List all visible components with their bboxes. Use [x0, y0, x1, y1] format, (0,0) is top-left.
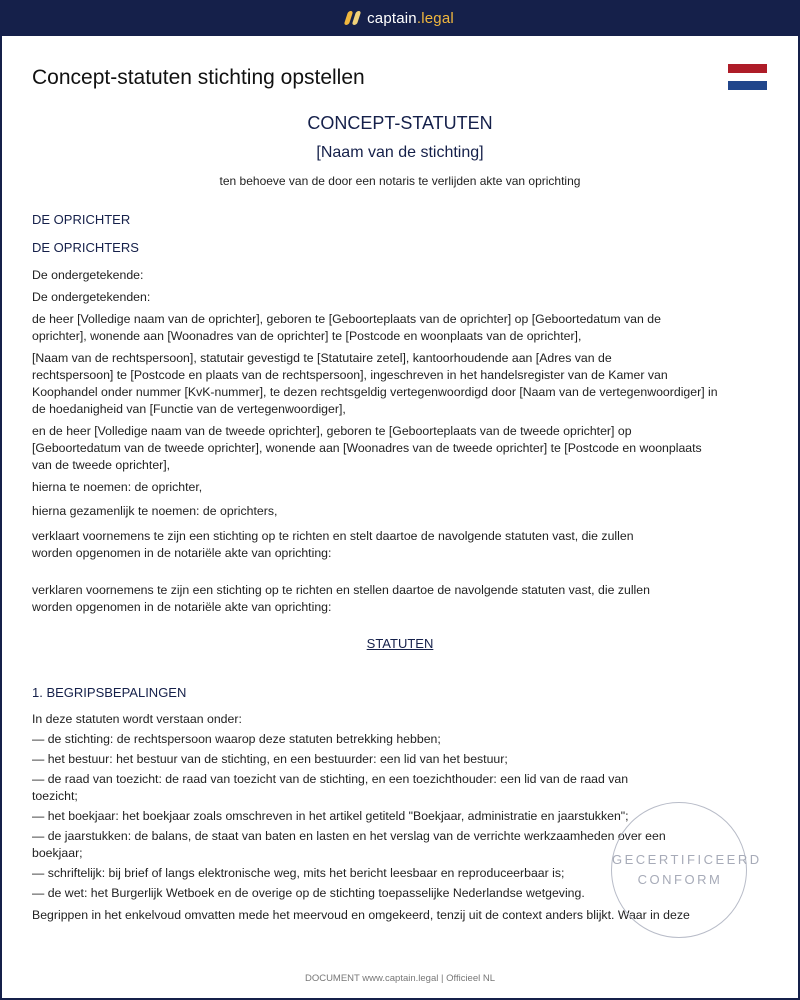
- undersigned-single: De ondergetekende:: [32, 268, 144, 282]
- heading-founders: DE OPRICHTERS: [32, 240, 139, 255]
- paragraph-line: verklaren voornemens te zijn een stichting op te richten en stellen daartoe de navolgende statuten vast, die zullen: [32, 583, 650, 597]
- certified-stamp: [611, 802, 762, 938]
- undersigned-plural: De ondergetekenden:: [32, 290, 151, 304]
- paragraph-line: van de tweede oprichter],: [32, 458, 171, 472]
- document-subtitle: ten behoeve van de door een notaris te verlijden akte van oprichting: [219, 174, 581, 188]
- definition-line: — de raad van toezicht: de raad van toezicht van de stichting, en een toezichthouder: een lid van de raad van: [32, 772, 629, 786]
- declaration-single: [32, 528, 768, 562]
- paragraph-line: [Geboortedatum van de tweede oprichter], wonende aan [Woonadres van de tweede oprichter] te [Postcode en woonplaats: [32, 441, 702, 455]
- declaration-plural: [32, 582, 768, 616]
- brand-name: captain.legal: [367, 9, 454, 27]
- paragraph-line: en de heer [Volledige naam van de tweede oprichter], geboren te [Geboorteplaats van de tweede oprichter] op: [32, 424, 632, 438]
- founder-2-paragraph: [32, 423, 768, 474]
- definition-line: — de jaarstukken: de balans, de staat van baten en lasten en het verslag van de verrichte werkzaamheden over een: [32, 829, 666, 843]
- statutes-heading: STATUTEN: [366, 636, 434, 651]
- definition-line: toezicht;: [32, 789, 78, 803]
- hereinafter-single: hierna te noemen: de oprichter,: [32, 480, 203, 494]
- paragraph-line: verklaart voornemens te zijn een stichting op te richten en stelt daartoe de navolgende statuten vast, die zullen: [32, 529, 634, 543]
- stamp-line-1: GECERTIFICEERD: [612, 852, 762, 867]
- top-bar: [0, 0, 800, 36]
- paragraph-line: worden opgenomen in de notariële akte van oprichting:: [32, 546, 332, 560]
- paragraph-line: de hoedanigheid van [Functie van de vertegenwoordiger],: [32, 402, 346, 416]
- definition-line: boekjaar;: [32, 846, 83, 860]
- legal-entity-paragraph: [32, 350, 768, 418]
- article-1-intro: In deze statuten wordt verstaan onder:: [32, 712, 242, 726]
- paragraph-line: oprichter], wonende aan [Woonadres van de oprichter] te [Postcode en woonplaats van de oprichter],: [32, 329, 582, 343]
- definition-item: [32, 751, 768, 768]
- paragraph-line: [Naam van de rechtspersoon], statutair gevestigd te [Statutaire zetel], kantoorhoudende aan [Adres van de: [32, 351, 612, 365]
- definition-line: — de wet: het Burgerlijk Wetboek en de overige op de stichting toepasselijke Nederlandse wetgeving.: [32, 886, 585, 900]
- netherlands-flag-icon[interactable]: [728, 64, 767, 90]
- document-title: CONCEPT-STATUTEN: [307, 113, 493, 133]
- paragraph-line: rechtspersoon] te [Postcode en plaats van de rechtspersoon], ingeschreven in het handelsregister van de Kamer van: [32, 368, 668, 382]
- heading-founder: DE OPRICHTER: [32, 212, 131, 227]
- definition-item: [32, 731, 768, 748]
- page-footer: DOCUMENT www.captain.legal | Officieel NL: [304, 973, 496, 984]
- article-1-heading: 1. BEGRIPSBEPALINGEN: [32, 685, 187, 700]
- paragraph-line: de heer [Volledige naam van de oprichter], geboren te [Geboorteplaats van de oprichter] op [Geboortedatum van de: [32, 312, 661, 326]
- definition-line: — schriftelijk: bij brief of langs elektronische weg, mits het bericht leesbaar en reproduceerbaar is;: [32, 866, 565, 880]
- captain-logo-icon: [344, 11, 362, 25]
- foundation-name-placeholder: [Naam van de stichting]: [316, 144, 484, 161]
- definition-line: — het bestuur: het bestuur van de stichting, en een bestuurder: een lid van het bestuur;: [32, 752, 508, 766]
- paragraph-line: Koophandel onder nummer [KvK-nummer], te dezen rechtsgeldig vertegenwoordigd door [Naam van de vertegenwoordiger] in: [32, 385, 718, 399]
- founder-1-paragraph: [32, 311, 768, 345]
- brand-logo[interactable]: [0, 0, 800, 36]
- hereinafter-plural: hierna gezamenlijk te noemen: de oprichters,: [32, 504, 278, 518]
- stamp-line-2: CONFORM: [637, 872, 723, 887]
- definition-line: — het boekjaar: het boekjaar zoals omschreven in het artikel getiteld "Boekjaar, administratie en jaarstukken";: [32, 809, 629, 823]
- definition-item: [32, 771, 768, 805]
- paragraph-line: worden opgenomen in de notariële akte van oprichting:: [32, 600, 332, 614]
- definition-line: — de stichting: de rechtspersoon waarop deze statuten betrekking hebben;: [32, 732, 441, 746]
- closing-line: Begrippen in het enkelvoud omvatten mede het meervoud en omgekeerd, tenzij uit de context anders blijkt. Waar in deze: [32, 908, 690, 922]
- page-title: Concept-statuten stichting opstellen: [32, 66, 365, 89]
